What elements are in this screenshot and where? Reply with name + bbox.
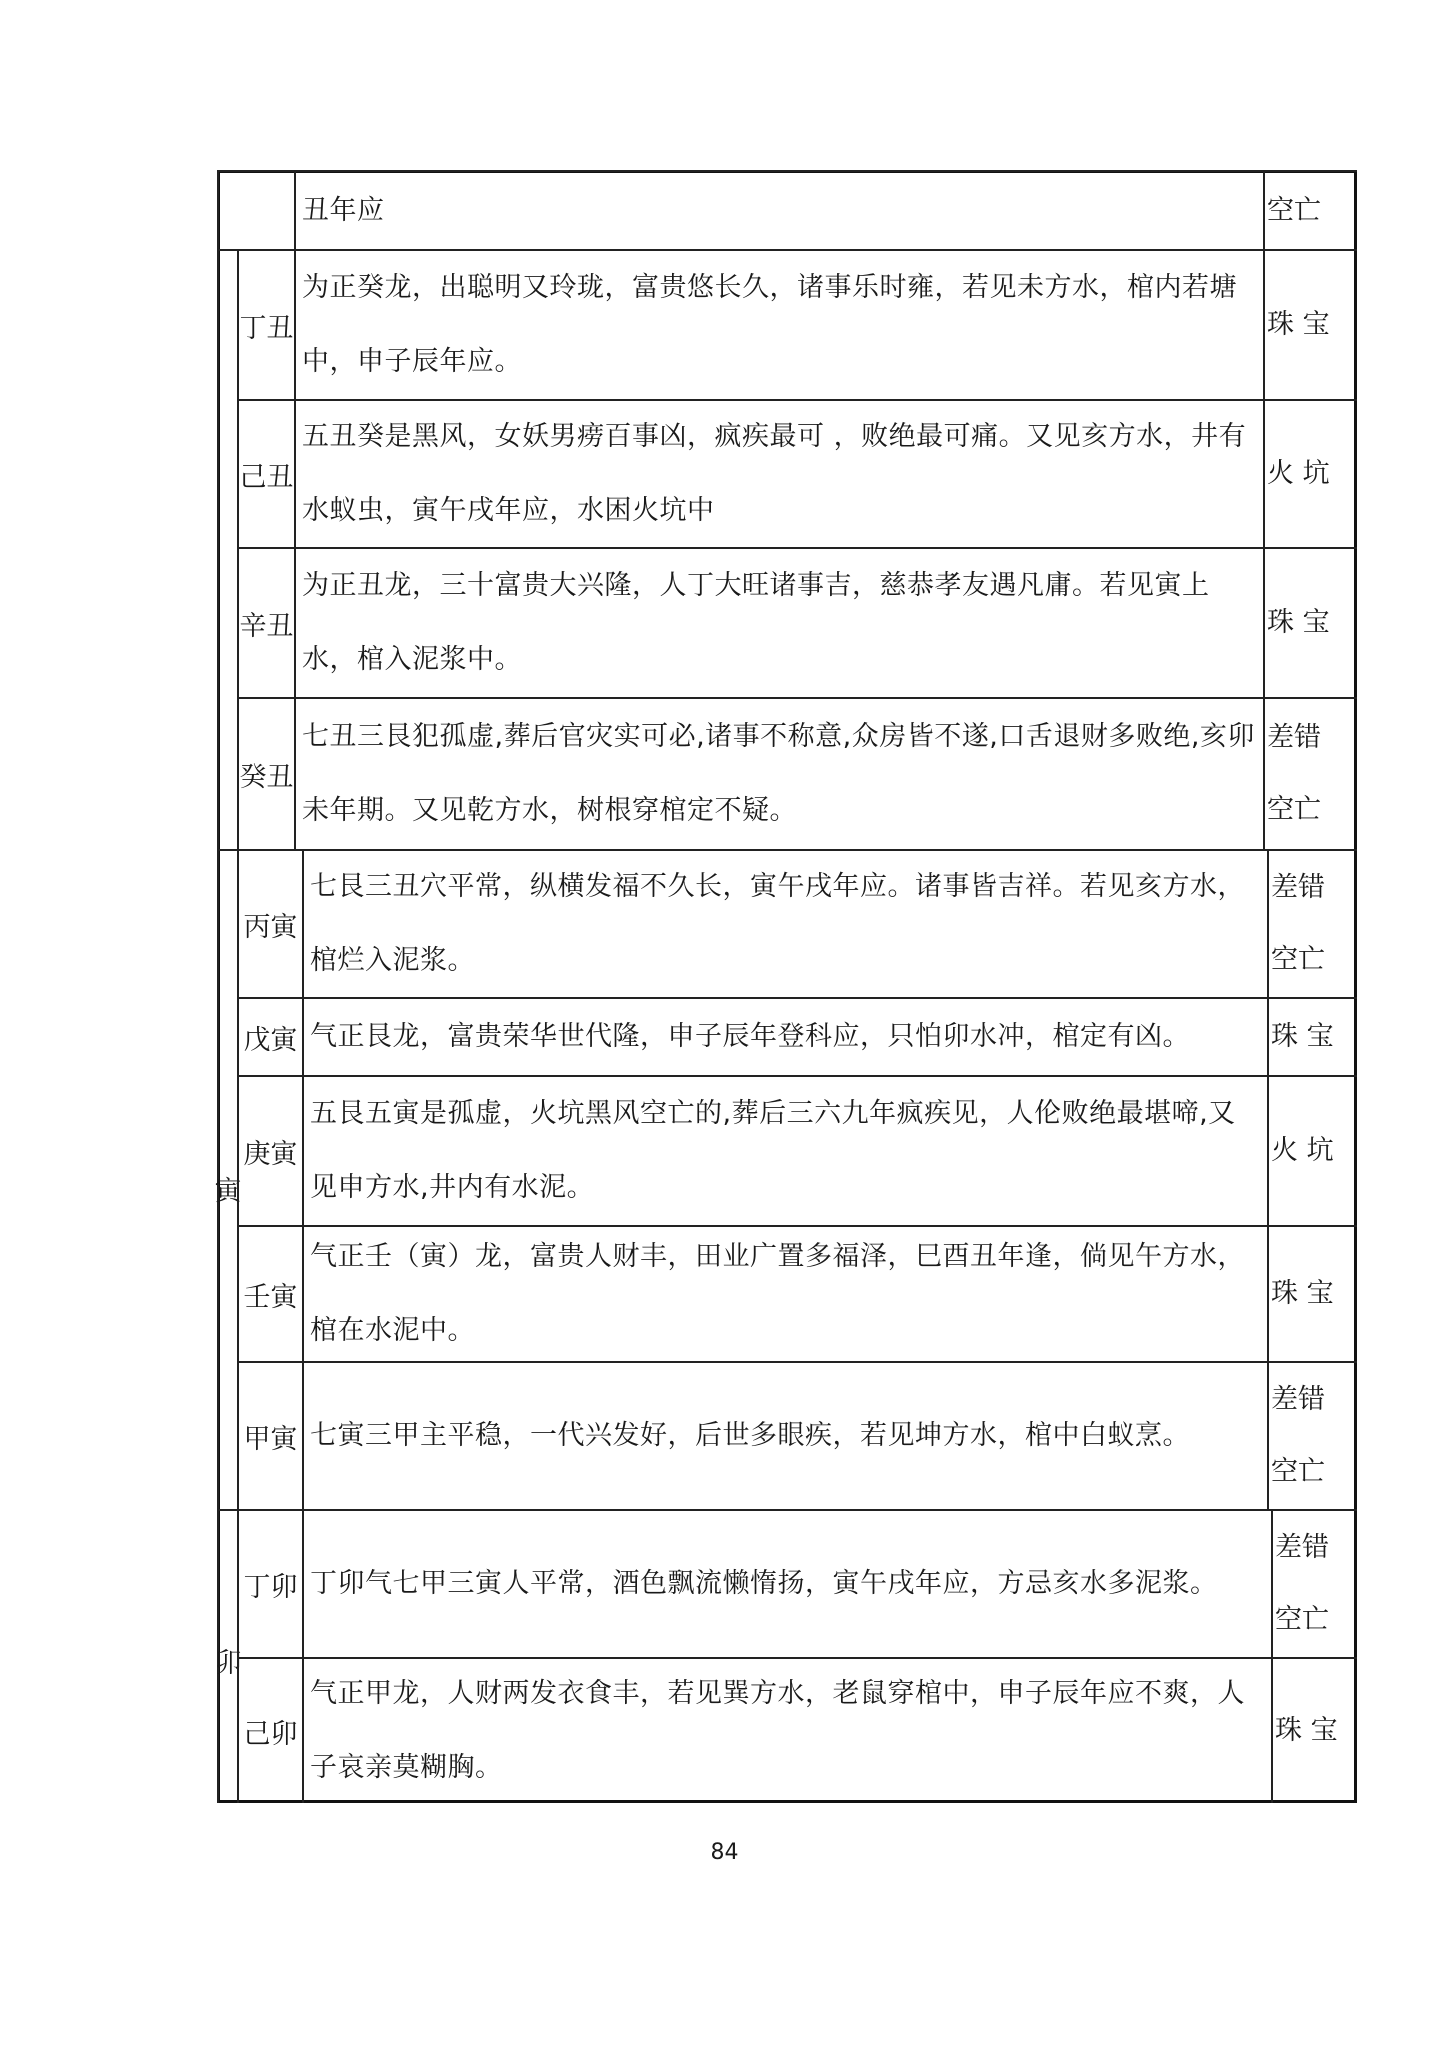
note-cell	[1271, 1657, 1357, 1803]
note-line: 差错	[1275, 1532, 1329, 1563]
row-text: 丁卯气七甲三寅人平常，酒色飘流懒惰扬，寅午戌年应，方忌亥水多泥浆。	[310, 1568, 1218, 1599]
note-line: 火 坑	[1267, 458, 1330, 489]
header-text-cell	[294, 170, 1263, 249]
branch-cell-chou	[217, 249, 237, 849]
note-line: 珠 宝	[1267, 309, 1330, 340]
row-text: 七艮三丑穴平常，纵横发福不久长，寅午戌年应。诸事皆吉祥。若见亥方水，棺烂入泥浆。	[310, 871, 1245, 976]
text-cell	[302, 1075, 1267, 1225]
text-cell	[302, 997, 1267, 1075]
stem-cell	[237, 1075, 302, 1225]
row-note	[1275, 1511, 1355, 1657]
row-note	[1267, 549, 1355, 697]
text-cell	[302, 1361, 1267, 1509]
stem-cell	[237, 1657, 302, 1803]
row-note	[1271, 1227, 1355, 1361]
note-cell	[1263, 697, 1357, 849]
stem-label: 庚寅	[243, 1138, 298, 1170]
row-text: 七丑三艮犯孤虚,葬后官灾实可必,诸事不称意,众房皆不遂,口舌退财多败绝,亥卯未年期。又见乾方水，树根穿棺定不疑。	[302, 721, 1255, 826]
stem-cell	[237, 249, 294, 399]
text-cell	[302, 849, 1267, 997]
note-line: 珠 宝	[1271, 1021, 1334, 1052]
note-line: 空亡	[1271, 944, 1325, 975]
note-cell	[1267, 1361, 1357, 1509]
row-note	[1271, 851, 1355, 997]
note-line: 差错	[1267, 722, 1321, 753]
stem-cell	[237, 1225, 302, 1361]
note-line: 差错	[1271, 872, 1325, 903]
note-line: 珠 宝	[1267, 607, 1330, 638]
note-cell	[1267, 1075, 1357, 1225]
row-note	[1271, 1363, 1355, 1509]
row-text: 气正壬（寅）龙，富贵人财丰，田业广置多福泽，巳酉丑年逢，倘见午方水，棺在水泥中。	[310, 1241, 1245, 1346]
stem-label: 戊寅	[243, 1024, 298, 1056]
stem-cell	[237, 399, 294, 547]
note-cell	[1267, 997, 1357, 1075]
branch-cell-yin	[214, 849, 242, 1509]
text-cell	[294, 697, 1263, 849]
note-cell	[1263, 249, 1357, 399]
stem-cell	[237, 1361, 302, 1509]
stem-cell	[237, 547, 294, 697]
stem-label: 癸丑	[239, 761, 294, 793]
page-number: 84	[710, 1840, 739, 1865]
stem-label: 甲寅	[243, 1423, 298, 1455]
row-note	[1271, 999, 1355, 1075]
row-note	[1267, 401, 1355, 547]
row-text: 为正癸龙，出聪明又玲珑，富贵悠长久，诸事乐时雍，若见未方水，棺内若塘中，申子辰年应。	[302, 272, 1237, 377]
row-text: 为正丑龙，三十富贵大兴隆，人丁大旺诸事吉，慈恭孝友遇凡庸。若见寅上水，棺入泥浆中。	[302, 570, 1210, 675]
note-cell	[1271, 1509, 1357, 1657]
text-cell	[294, 547, 1263, 697]
row-note	[1267, 699, 1355, 849]
branch-label-yin: 寅	[214, 1176, 242, 1207]
header-note	[1267, 172, 1355, 249]
stem-cell	[237, 997, 302, 1075]
note-cell	[1267, 849, 1357, 997]
header-empty-cell	[217, 170, 294, 249]
note-line: 空亡	[1275, 1604, 1329, 1635]
stem-cell	[237, 849, 302, 997]
stem-label: 丁丑	[239, 312, 294, 344]
row-text: 气正甲龙，人财两发衣食丰，若见巽方水，老鼠穿棺中，申子辰年应不爽，人子哀亲莫糊胸。	[310, 1678, 1245, 1783]
note-line: 火 坑	[1271, 1135, 1334, 1166]
stem-label: 己卯	[243, 1718, 298, 1750]
branch-label-mao: 卯	[214, 1648, 242, 1679]
note-line: 珠 宝	[1275, 1715, 1338, 1746]
row-text: 气正艮龙，富贵荣华世代隆，申子辰年登科应，只怕卯水冲，棺定有凶。	[310, 1021, 1190, 1052]
text-cell	[302, 1657, 1271, 1803]
stem-label: 己丑	[239, 461, 294, 493]
stem-label: 辛丑	[239, 610, 294, 642]
row-note	[1275, 1659, 1355, 1803]
row-text: 七寅三甲主平稳，一代兴发好，后世多眼疾，若见坤方水，棺中白蚁烹。	[310, 1420, 1190, 1451]
branch-cell-mao	[214, 1509, 242, 1803]
note-line: 珠 宝	[1271, 1278, 1334, 1309]
text-cell	[302, 1225, 1267, 1361]
row-note	[1271, 1077, 1355, 1225]
note-cell	[1267, 1225, 1357, 1361]
stem-cell	[237, 697, 294, 849]
note-line: 空亡	[1271, 1456, 1325, 1487]
text-cell	[294, 399, 1263, 547]
note-cell	[1263, 399, 1357, 547]
stem-cell	[237, 1509, 302, 1657]
note-cell	[1263, 547, 1357, 697]
stem-label: 壬寅	[243, 1281, 298, 1313]
stem-label: 丙寅	[243, 911, 298, 943]
header-text: 丑年应	[302, 194, 385, 226]
row-text: 五丑癸是黑风，女妖男痨百事凶，疯疾最可 ，败绝最可痛。又见亥方水，井有水蚁虫，寅午戌年应，水困火坑中	[302, 421, 1247, 526]
header-note-cell	[1263, 170, 1357, 249]
text-cell	[294, 249, 1263, 399]
note-line: 差错	[1271, 1384, 1325, 1415]
stem-label: 丁卯	[243, 1571, 298, 1603]
row-note	[1267, 251, 1355, 399]
note-line: 空亡	[1267, 194, 1321, 226]
note-line: 空亡	[1267, 794, 1321, 825]
text-cell	[302, 1509, 1271, 1657]
row-text: 五艮五寅是孤虚，火坑黑风空亡的,葬后三六九年疯疾见，人伦败绝最堪啼,又见申方水,井内有水泥。	[310, 1098, 1236, 1203]
